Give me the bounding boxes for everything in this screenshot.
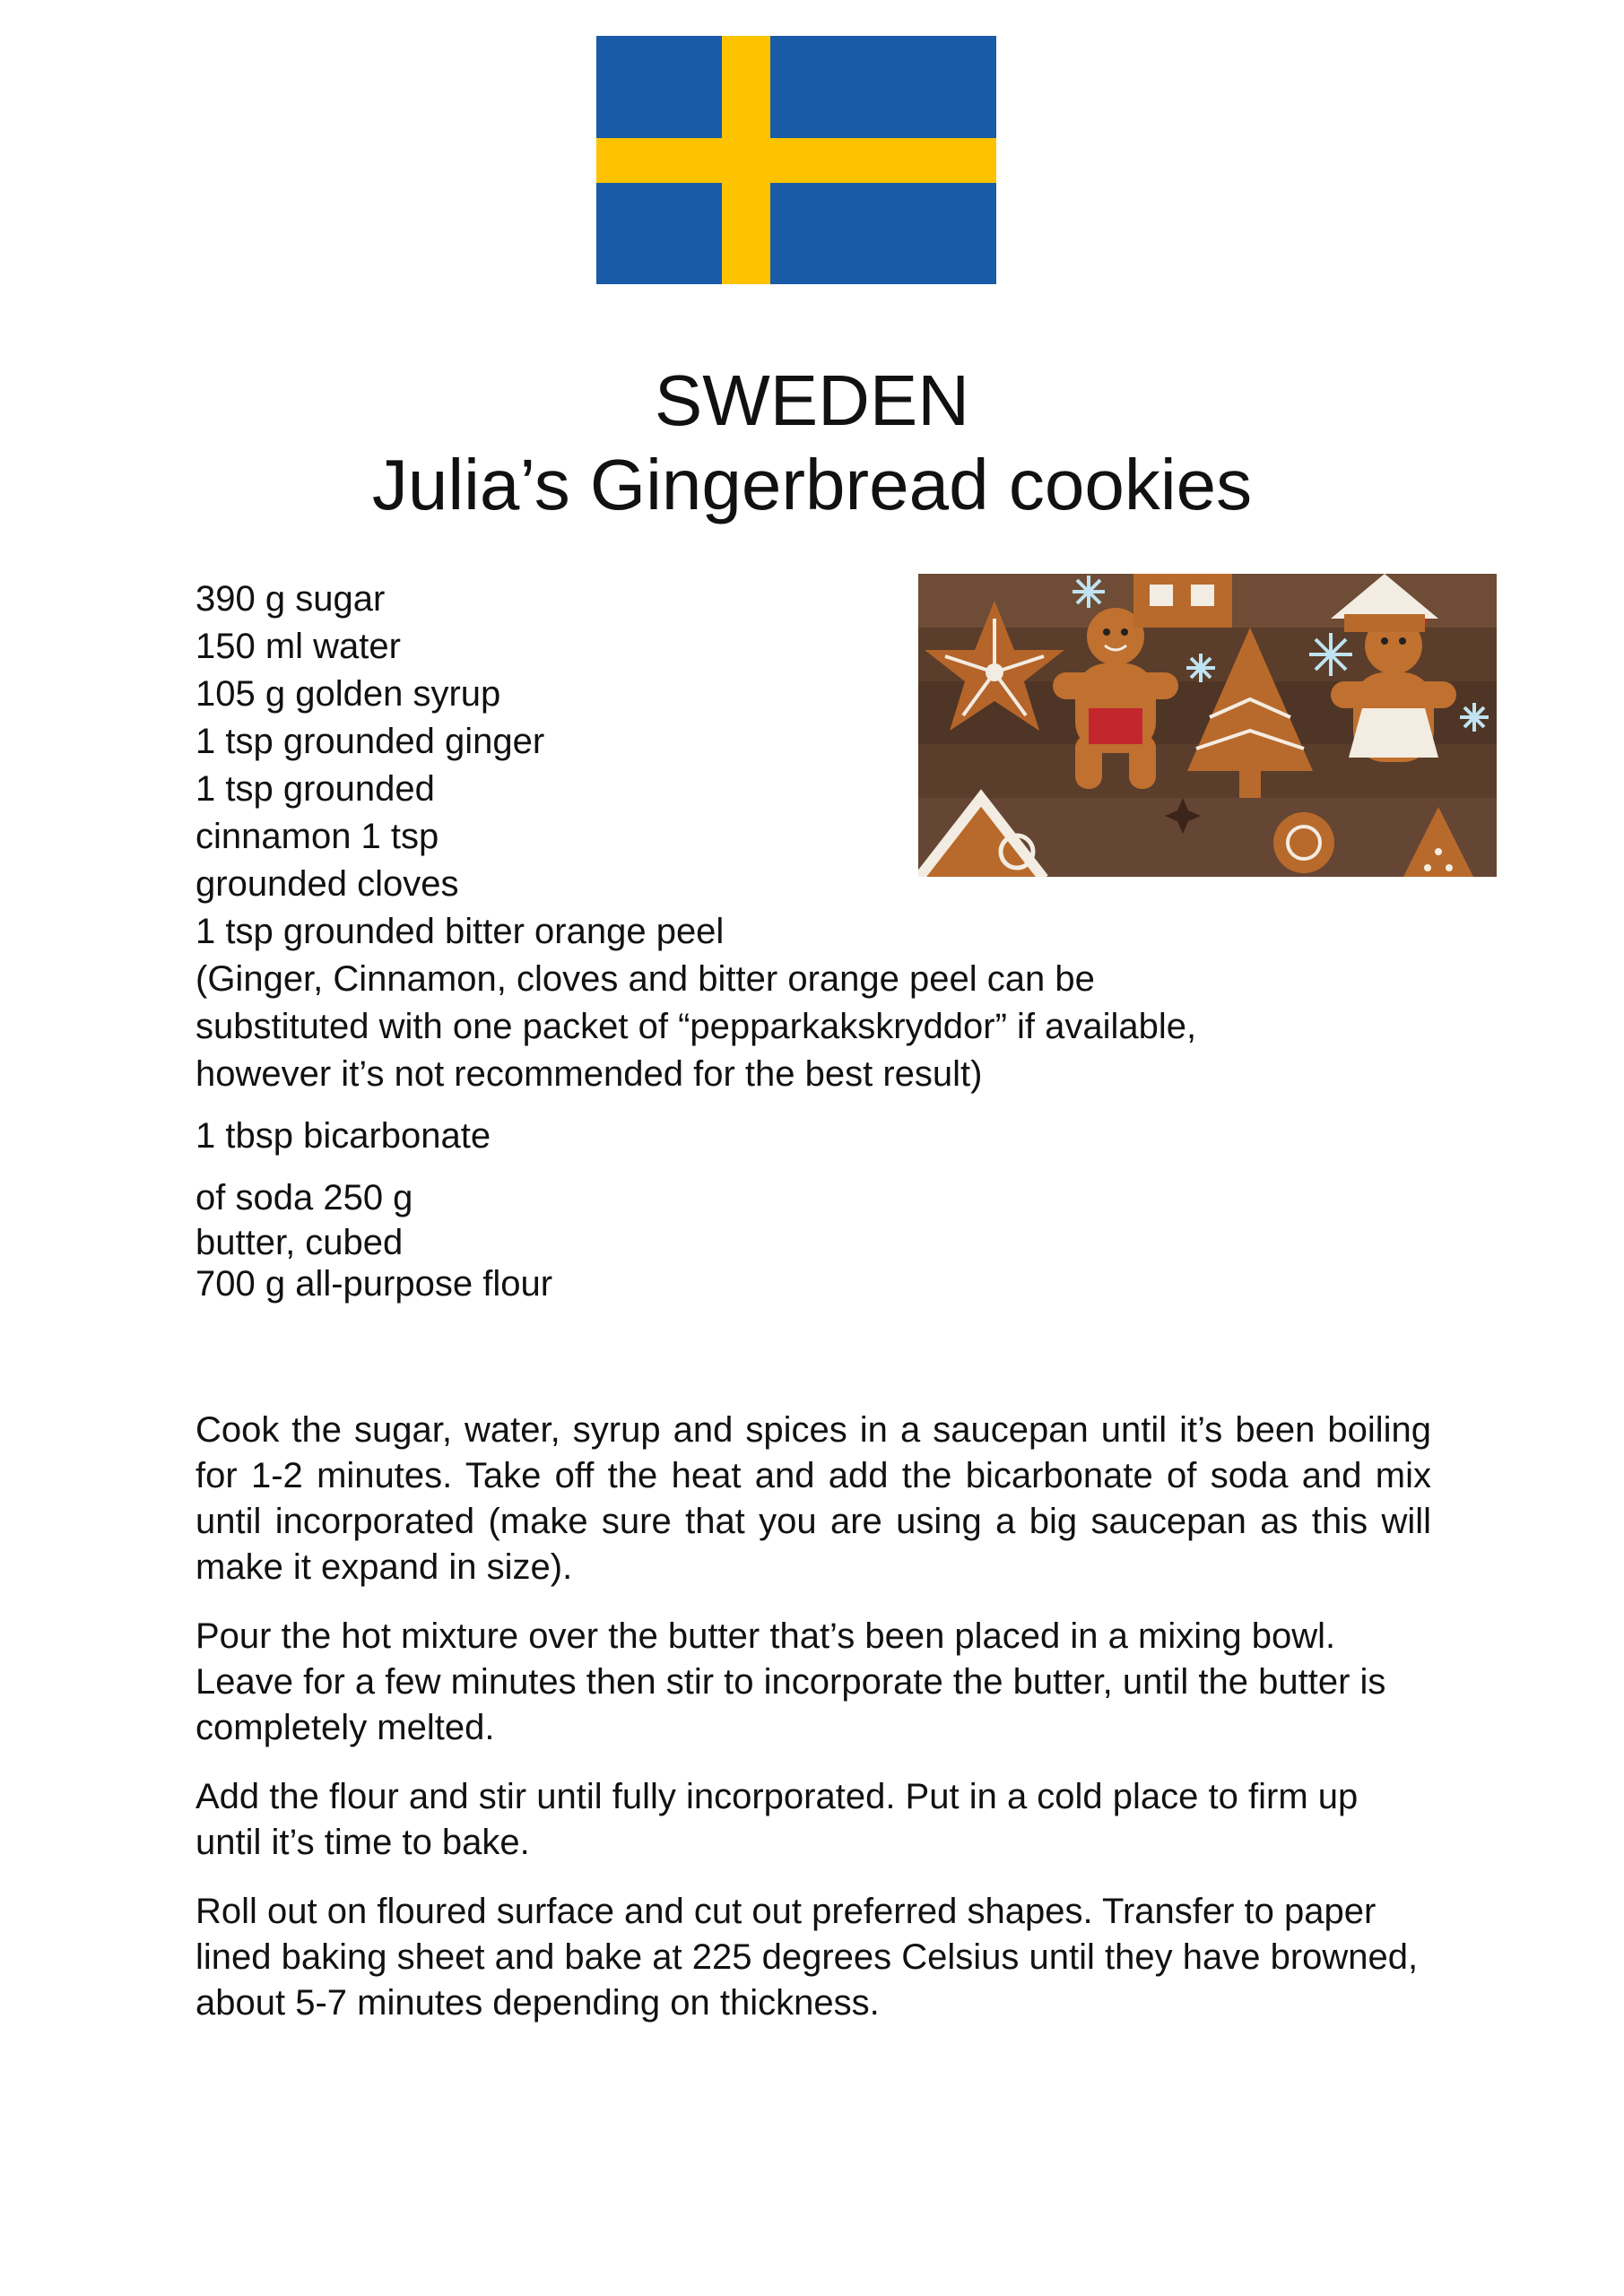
ingredient-item: 390 g sugar [195, 579, 386, 619]
recipe-title: Julia’s Gingerbread cookies [371, 445, 1253, 524]
ingredient-item: 1 tbsp bicarbonate [195, 1116, 491, 1156]
method-step: Cook the sugar, water, syrup and spices in a saucepan until it’s been boiling for 1-2 minutes. Take off the heat and add the bicarbonate of soda and mix until incorporated (make sure that you are using a big saucepan as this will make it expand in size). [195, 1410, 1431, 1587]
ingredient-item: butter, cubed [195, 1223, 404, 1262]
ingredients-list [195, 576, 1361, 1304]
ingredient-item: of soda 250 g [195, 1178, 413, 1217]
method-step: Add the flour and stir until fully incorporated. Put in a cold place to firm up until it’s time to bake. [195, 1777, 1359, 1862]
country-heading: SWEDEN [654, 360, 970, 440]
page-title [0, 359, 1624, 527]
method-step: Pour the hot mixture over the butter that’s been placed in a mixing bowl. Leave for a few minutes then stir to incorporate the butter, until the butter is completely melted. [195, 1616, 1386, 1747]
ingredient-item: 1 tsp grounded [195, 769, 435, 809]
sweden-flag-icon [596, 36, 996, 284]
flag-cross-horizontal [596, 138, 996, 183]
ingredient-item: 105 g golden syrup [195, 674, 501, 714]
method-step: Roll out on floured surface and cut out preferred shapes. Transfer to paper lined baking sheet and bake at 225 degrees Celsius until they have browned, about 5-7 minutes depending on thickness. [195, 1892, 1419, 2023]
method-section [195, 1408, 1431, 2049]
ingredient-note: (Ginger, Cinnamon, cloves and bitter orange peel can be [195, 959, 1095, 999]
ingredient-item: grounded cloves [195, 864, 459, 904]
ingredient-item: cinnamon 1 tsp [195, 817, 439, 856]
ingredient-note: substituted with one packet of “pepparkakskryddor” if available, [195, 1007, 1197, 1046]
ingredient-item: 1 tsp grounded ginger [195, 722, 545, 761]
ingredient-note: however it’s not recommended for the best result) [195, 1054, 983, 1094]
ingredient-item: 150 ml water [195, 627, 401, 666]
ingredient-item: 700 g all-purpose flour [195, 1264, 553, 1304]
ingredient-item: 1 tsp grounded bitter orange peel [195, 912, 725, 951]
